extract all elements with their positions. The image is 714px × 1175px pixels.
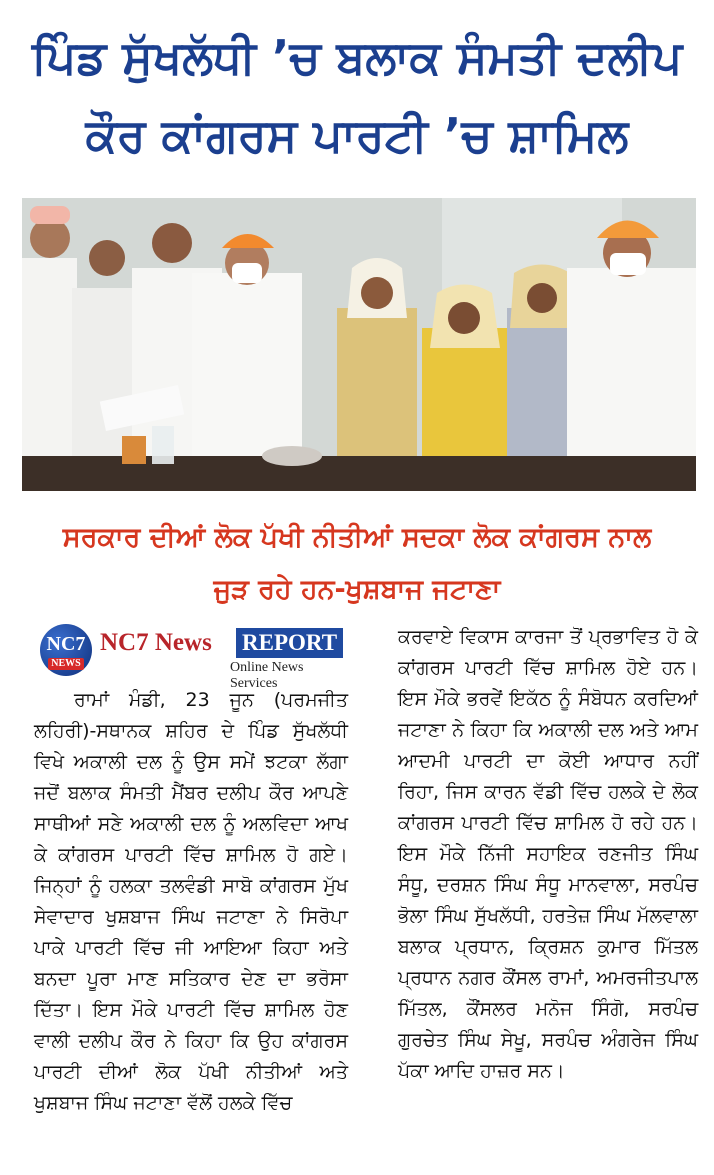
subheadline-line-1: ਸਰਕਾਰ ਦੀਆਂ ਲੋਕ ਪੱਖੀ ਨੀਤੀਆਂ ਸਦਕਾ ਲੋਕ ਕਾਂਗਰਸ ਨਾਲ <box>62 522 652 553</box>
group-photo-illustration <box>22 198 696 491</box>
brand-name: NC7 News <box>100 629 212 656</box>
nc7-news-logo <box>34 622 348 691</box>
news-photo <box>22 198 696 491</box>
badge-sub-text: NEWS <box>48 658 84 670</box>
subheadline <box>0 512 714 616</box>
brand-report-label: REPORT <box>236 628 343 658</box>
headline-line-1: ਪਿੰਡ ਸੁੱਖਲੱਧੀ ’ਚ ਬਲਾਕ ਸੰਮਤੀ ਦਲੀਪ <box>31 30 683 84</box>
nc7-badge-icon <box>40 624 92 676</box>
subheadline-line-2: ਜੁੜ ਰਹੇ ਹਨ-ਖੁਸ਼ਬਾਜ ਜਟਾਣਾ <box>213 574 501 605</box>
headline-line-2: ਕੌਰ ਕਾਂਗਰਸ ਪਾਰਟੀ ’ਚ ਸ਼ਾਮਿਲ <box>85 108 629 162</box>
article-column-right: ਕਰਵਾਏ ਵਿਕਾਸ ਕਾਰਜਾ ਤੋਂ ਪ੍ਰਭਾਵਿਤ ਹੋ ਕੇ ਕਾਂਗਰਸ ਪਾਰਟੀ ਵਿੱਚ ਸ਼ਾਮਿਲ ਹੋਏ ਹਨ। ਇਸ ਮੌਕੇ ਭਰਵੇਂ ਇਕੱਠ ਨੂੰ ਸੰਬੋਧਨ ਕਰਦਿਆਂ ਜਟਾਣਾ ਨੇ ਕਿਹਾ ਕਿ ਅਕਾਲੀ ਦਲ ਅਤੇ ਆਮ ਆਦਮੀ ਪਾਰਟੀ ਦਾ ਕੋਈ ਆਧਾਰ ਨਹੀਂ ਰਿਹਾ, ਜਿਸ ਕਾਰਨ ਵੱਡੀ ਵਿੱਚ ਹਲਕੇ ਦੇ ਲੋਕ ਕਾਂਗਰਸ ਪਾਰਟੀ ਵਿੱਚ ਸ਼ਾਮਿਲ ਹੋ ਰਹੇ ਹਨ। ਇਸ ਮੌਕੇ ਨਿੱਜੀ ਸਹਾਇਕ ਰਣਜੀਤ ਸਿੰਘ ਸੰਧੂ, ਦਰਸ਼ਨ ਸਿੰਘ ਸੰਧੂ ਮਾਨਵਾਲਾ, ਸਰਪੰਚ ਭੋਲਾ ਸਿੰਘ ਸੁੱਖਲੱਧੀ, ਹਰਤੇਜ਼ ਸਿੰਘ ਮੱਲਵਾਲਾ ਬਲਾਕ ਪ੍ਰਧਾਨ, ਕ੍ਰਿਸ਼ਨ ਕੁਮਾਰ ਮਿੱਤਲ ਪ੍ਰਧਾਨ ਨਗਰ ਕੌਂਸਲ ਰਾਮਾਂ, ਅਮਰਜੀਤਪਾਲ ਮਿੱਤਲ, ਕੌਂਸਲਰ ਮਨੋਜ ਸਿੰਗੋ, ਸਰਪੰਚ ਗੁਰਚੇਤ ਸਿੰਘ ਸੇਖੂ, ਸਰਪੰਚ ਅੰਗਰੇਜ ਸਿੰਘ ਪੱਕਾ ਆਦਿ ਹਾਜ਼ਰ ਸਨ। <box>398 626 698 1082</box>
brand-tagline: Online News Services <box>230 660 304 691</box>
headline <box>0 18 714 174</box>
article-column-left: ਰਾਮਾਂ ਮੰਡੀ, 23 ਜੂਨ (ਪਰਮਜੀਤ ਲਹਿਰੀ)-ਸਥਾਨਕ ਸ਼ਹਿਰ ਦੇ ਪਿੰਡ ਸੁੱਖਲੱਧੀ ਵਿਖੇ ਅਕਾਲੀ ਦਲ ਨੂੰ ਉਸ ਸਮੇਂ ਝਟਕਾ ਲੱਗਾ ਜਦੋਂ ਬਲਾਕ ਸੰਮਤੀ ਮੈਂਬਰ ਦਲੀਪ ਕੌਰ ਆਪਣੇ ਸਾਥੀਆਂ ਸਣੇ ਅਕਾਲੀ ਦਲ ਨੂੰ ਅਲਵਿਦਾ ਆਖ ਕੇ ਕਾਂਗਰਸ ਪਾਰਟੀ ਵਿੱਚ ਸ਼ਾਮਿਲ ਹੋ ਗਏ। ਜਿਨ੍ਹਾਂ ਨੂੰ ਹਲਕਾ ਤਲਵੰਡੀ ਸਾਬੋ ਕਾਂਗਰਸ ਮੁੱਖ ਸੇਵਾਦਾਰ ਖੁਸ਼ਬਾਜ ਸਿੰਘ ਜਟਾਣਾ ਨੇ ਸਿਰੋਪਾ ਪਾਕੇ ਪਾਰਟੀ ਵਿੱਚ ਜੀ ਆਇਆ ਕਿਹਾ ਅਤੇ ਬਨਦਾ ਪੂਰਾ ਮਾਣ ਸਤਿਕਾਰ ਦੇਣ ਦਾ ਭਰੋਸਾ ਦਿੱਤਾ। ਇਸ ਮੌਕੇ ਪਾਰਟੀ ਵਿੱਚ ਸ਼ਾਮਿਲ ਹੋਣ ਵਾਲੀ ਦਲੀਪ ਕੌਰ ਨੇ ਕਿਹਾ ਕਿ ਉਹ ਕਾਂਗਰਸ ਪਾਰਟੀ ਦੀਆਂ ਲੋਕ ਪੱਖੀ ਨੀਤੀਆਂ ਅਤੇ ਖੁਸ਼ਬਾਜ ਸਿੰਘ ਜਟਾਣਾ ਵੱਲੋਂ ਹਲਕੇ ਵਿੱਚ <box>34 689 348 1114</box>
badge-main-text: NC7 <box>46 633 86 655</box>
